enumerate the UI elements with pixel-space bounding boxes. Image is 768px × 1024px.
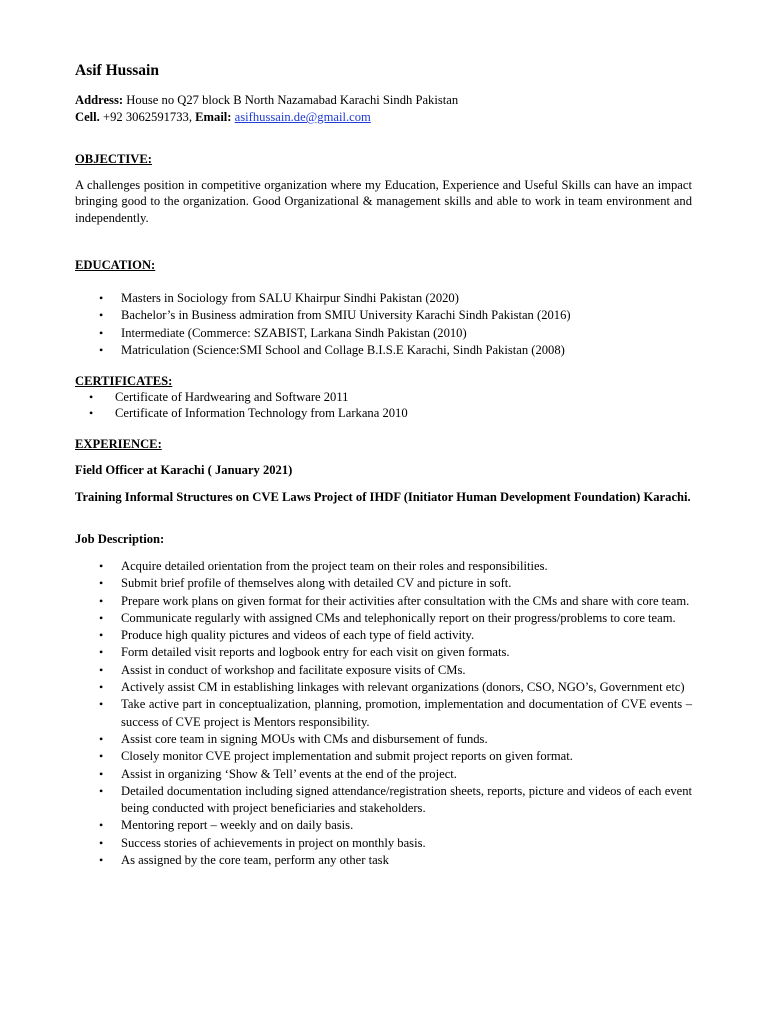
list-item: • Certificate of Hardwearing and Software 2011 (89, 390, 349, 404)
certificates-heading: CERTIFICATES: (75, 374, 173, 388)
education-list (75, 290, 692, 359)
bullet-icon: • (99, 342, 104, 357)
list-item: • Assist in conduct of workshop and facilitate exposure visits of CMs. (75, 662, 692, 679)
list-item: • Masters in Sociology from SALU Khairpur Sindhi Pakistan (2020) (75, 290, 692, 307)
address-value: House no Q27 block B North Nazamabad Karachi Sindh Pakistan (126, 93, 459, 107)
address-label: Address: (75, 93, 124, 107)
list-item: • Submit brief profile of themselves along with detailed CV and picture in soft. (75, 575, 692, 592)
objective-heading: OBJECTIVE: (75, 152, 152, 166)
list-item: • Acquire detailed orientation from the project team on their roles and responsibilities. (75, 558, 692, 575)
bullet-icon: • (89, 390, 94, 404)
bullet-icon: • (99, 853, 104, 868)
candidate-name: Asif Hussain (75, 62, 159, 79)
email-link[interactable]: asifhussain.de@gmail.com (234, 110, 371, 124)
bullet-icon: • (99, 662, 104, 677)
bullet-icon: • (99, 766, 104, 781)
list-item: • Actively assist CM in establishing linkages with relevant organizations (donors, CSO, NGO’s, Government etc) (75, 679, 692, 696)
bullet-icon: • (99, 559, 104, 573)
bullet-icon: • (99, 610, 104, 625)
bullet-icon: • (99, 731, 104, 746)
list-item: • Prepare work plans on given format for their activities after consultation with the CMs and share with core team. (75, 593, 692, 610)
bullet-icon: • (99, 783, 104, 798)
list-item: • Detailed documentation including signed attendance/registration sheets, reports, picture and videos of each event being conducted with project beneficiaries and stakeholders. (99, 783, 692, 816)
bullet-icon: • (99, 291, 104, 305)
bullet-icon: • (99, 628, 104, 643)
list-item: • Mentoring report – weekly and on daily basis. (75, 817, 692, 834)
bullet-icon: • (99, 308, 104, 323)
list-item: • Intermediate (Commerce: SZABIST, Larkana Sindh Pakistan (2010) (75, 325, 692, 342)
list-item: • Produce high quality pictures and videos of each type of field activity. (75, 627, 692, 644)
bullet-icon: • (99, 835, 104, 850)
list-item: • Matriculation (Science:SMI School and Collage B.I.S.E Karachi, Sindh Pakistan (2008) (75, 342, 692, 359)
experience-heading: EXPERIENCE: (75, 437, 162, 451)
bullet-icon: • (99, 680, 104, 695)
list-item: • Success stories of achievements in project on monthly basis. (75, 835, 692, 852)
bullet-icon: • (99, 576, 104, 591)
bullet-icon: • (99, 325, 104, 340)
certificates-list (75, 389, 692, 422)
contact-line (75, 109, 371, 125)
cell-label: Cell. (75, 110, 100, 124)
list-item: • Certificate of Information Technology from Larkana 2010 (89, 406, 408, 421)
list-item: • As assigned by the core team, perform any other task (75, 852, 692, 869)
project-title: Training Informal Structures on CVE Laws Project of IHDF (Initiator Human Development Foundation) Karachi. (75, 490, 691, 504)
job-description-label: Job Description: (75, 532, 165, 546)
job-description-list (75, 558, 692, 869)
bullet-icon: • (89, 406, 94, 421)
bullet-icon: • (99, 593, 104, 608)
list-item: • Assist core team in signing MOUs with CMs and disbursement of funds. (75, 731, 692, 748)
list-item: • Assist in organizing ‘Show & Tell’ events at the end of the project. (75, 766, 692, 783)
list-item: • Bachelor’s in Business admiration from SMIU University Karachi Sindh Pakistan (2016) (75, 307, 692, 324)
bullet-icon: • (99, 749, 104, 764)
list-item: • Form detailed visit reports and logbook entry for each visit on given formats. (75, 644, 692, 661)
address-line (75, 92, 458, 108)
bullet-icon: • (99, 818, 104, 833)
bullet-icon: • (99, 697, 104, 712)
bullet-icon: • (99, 645, 104, 660)
cell-value: +92 3062591733, (103, 110, 192, 124)
list-item: • Take active part in conceptualization, planning, promotion, implementation and documentation of CVE events – success of CVE project is Mentors responsibility. (99, 697, 692, 729)
list-item: • Closely monitor CVE project implementation and submit project reports on given format. (75, 748, 692, 765)
list-item: • Communicate regularly with assigned CMs and telephonically report on their progress/problems to core team. (75, 610, 692, 627)
position-title: Field Officer at Karachi ( January 2021) (75, 463, 293, 477)
education-heading: EDUCATION: (75, 258, 156, 272)
email-label: Email: (195, 110, 232, 124)
objective-text: A challenges position in competitive organization where my Education, Experience and Useful Skills can have an impact bringing good to the organization. Good Organizational & management skills and able to work in team environment and independently. (75, 178, 692, 225)
